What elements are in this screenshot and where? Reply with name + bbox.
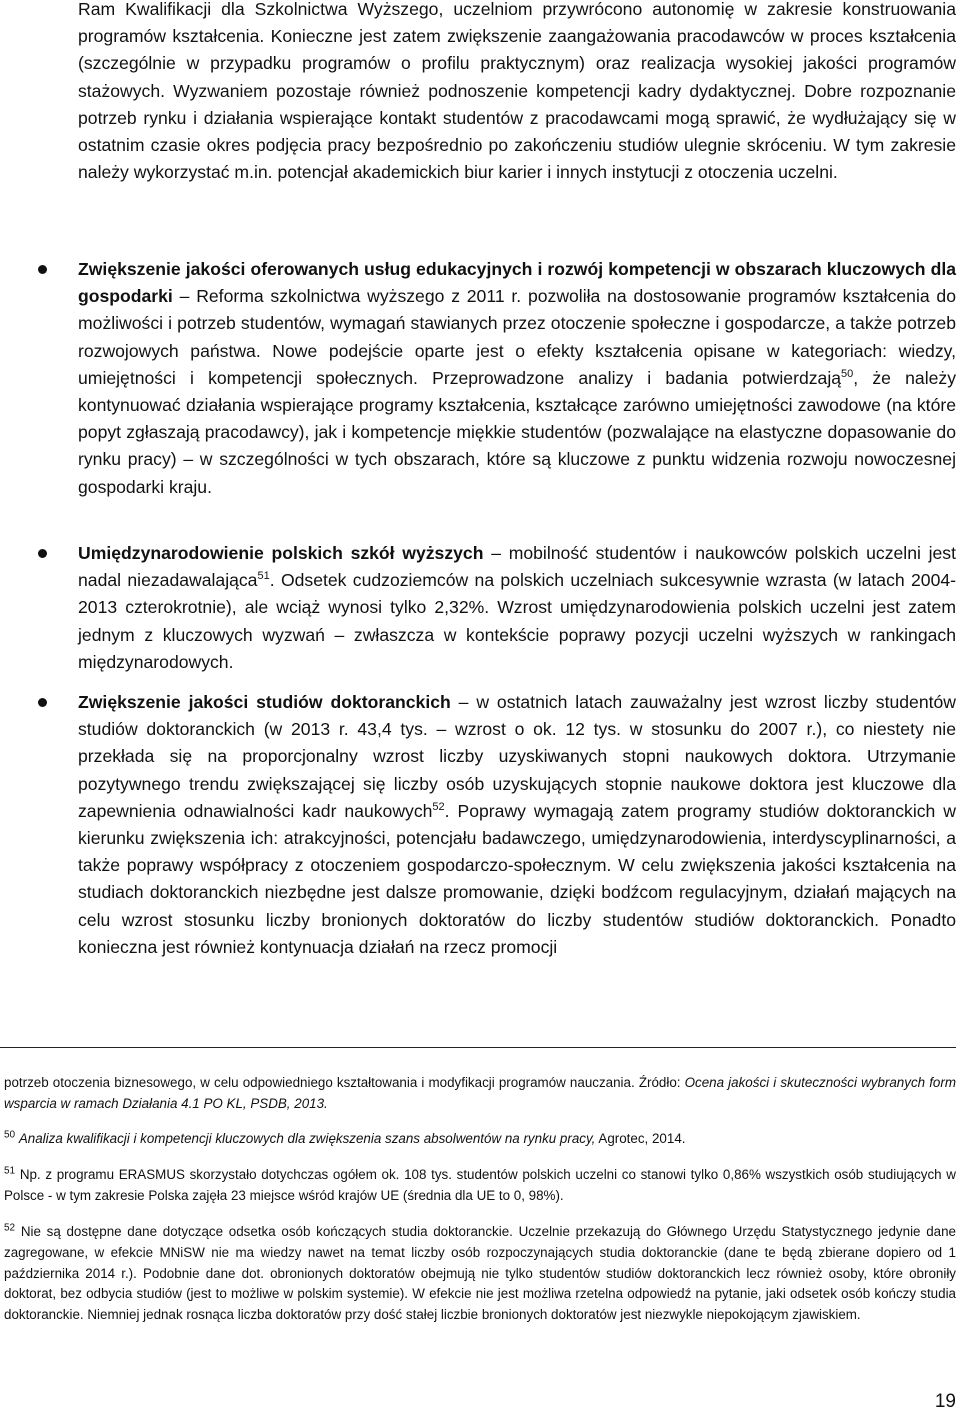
bullet-text [78,540,956,676]
footnote-ref-50[interactable]: 50 [841,367,854,380]
page-number: 19 [934,1391,956,1412]
bullet-heading: Umiędzynarodowienie polskich szkół wyższych [78,543,484,563]
footnote-text: Np. z programu ERASMUS skorzystało dotychczas ogółem ok. 108 tys. studentów polskich uczelni co stanowi tylko 0,86% wszystkich osób studiujących w Polsce - w tym zakresie Polska zajęła 23 miejsce wśród krajów UE (średnia dla UE to 0, 98%). [4,1167,956,1203]
bullet-dot-icon [38,265,47,274]
footnote-52 [4,1222,956,1326]
footnote-50 [4,1129,956,1150]
footnote-text: potrzeb otoczenia biznesowego, w celu odpowiedniego kształtowania i modyfikacji programów nauczania. Źródło: [4,1075,685,1090]
footnote-separator [0,1047,956,1048]
bullet-text [78,689,956,961]
bullet-heading: Zwiększenie jakości oferowanych usług edukacyjnych i rozwój kompetencji w obszarach kluczowych dla gospodarki [78,259,956,307]
footnote-ref-52[interactable]: 52 [432,800,445,813]
intro-paragraph-text: Ram Kwalifikacji dla Szkolnictwa Wyższego, uczelniom przywrócono autonomię w zakresie konstruowania programów kształcenia. Konieczne jest zatem zwiększenie zaangażowania pracodawców w proces kształcenia (szczególnie w przypadku programów o profilu praktycznym) oraz realizacja wysokiej jakości programów stażowych. Wyzwaniem pozostaje również podnoszenie kompetencji kadry dydaktycznej. Dobre rozpoznanie potrzeb rynku i działania wspierające kontakt studentów z pracodawcami mogą sprawić, że wydłużający się w ostatnim czasie okres podjęcia pracy bezpośrednio po zakończeniu studiów ulegnie skróceniu. W tym zakresie należy wykorzystać m.in. potencjał akademickich biur karier i innych instytucji z otoczenia uczelni. [78,0,956,183]
bullet-heading: Zwiększenie jakości studiów doktoranckich [78,692,451,712]
footnote-number: 50 [4,1129,16,1141]
footnote-number: 51 [4,1165,16,1177]
footnote-source-title: Analiza kwalifikacji i kompetencji kluczowych dla zwiększenia szans absolwentów na rynku pracy, [18,1131,596,1146]
bullet-dash: – [483,543,509,563]
bullet-dot-icon [38,698,47,707]
bullet-dash: – [172,286,197,307]
bullet-text [78,256,956,501]
footnote-continued [4,1073,956,1115]
bullet-body: Reforma szkolnictwa wyższego z 2011 r. pozwoliła na dostosowanie programów kształcenia do możliwości i potrzeb studentów, wymagań stawianych przez otoczenie społeczne i gospodarcze, a także potrzeb rozwojowych państwa. Nowe podejście oparte jest o efekty kształcenia opisane w kategoriach: wiedzy, umiejętności i kompetencji społecznych. Przeprowadzone analizy i badania potwierdzają [78,286,956,388]
footnote-number: 52 [4,1222,16,1234]
bullet-body: mobilność studentów i naukowców polskich uczelni jest nadal niezadawalająca [78,543,956,591]
footnote-text: Agrotec, 2014. [595,1131,686,1146]
bullet-body-cont: . Odsetek cudzoziemców na polskich uczelniach sukcesywnie wzrasta (w latach 2004-2013 czterokrotnie), ale wciąż wynosi tylko 2,32%. Wzrost umiędzynarodowienia polskich uczelni jest zatem jednym z kluczowych wyzwań – zwłaszcza w kontekście poprawy pozycji uczelni wyższych w rankingach międzynarodowych. [78,570,956,672]
bullet-body-cont: . Poprawy wymagają zatem programy studiów doktoranckich w kierunku zwiększenia ich: atrakcyjności, potencjału badawczego, umiędzynarodowienia, interdyscyplinarności, a także poprawy współpracy z otoczeniem gospodarczo-społecznym. W celu zwiększenia jakości kształcenia na studiach doktoranckich niezbędne jest dalsze promowanie, dzięki bodźcom regulacyjnym, działań mających na celu wzrost stosunku liczby bronionych doktoratów do liczby studentów studiów doktoranckich. Ponadto konieczna jest również kontynuacja działań na rzecz promocji [78,800,956,957]
bullet-dot-icon [38,549,47,558]
footnote-source-title: Ocena jakości i skuteczności wybranych form wsparcia w ramach Działania 4.1 PO KL, PSDB, 2013. [4,1075,956,1111]
bullet-body-cont: , że należy kontynuować działania wspierające programy kształcenia, kształcące zarówno umiejętności zawodowe (na które popyt zgłaszają pracodawcy), jak i kompetencje miękkie studentów (pozwalające na elastyczne dopasowanie do rynku pracy) – w szczególności w tych obszarach, które są kluczowe z punktu widzenia rozwoju nowoczesnej gospodarki kraju. [78,367,956,497]
footnote-ref-51[interactable]: 51 [257,570,270,583]
footnote-51 [4,1165,956,1207]
intro-paragraph [78,0,956,186]
footnote-text: Nie są dostępne dane dotyczące odsetka osób kończących studia doktoranckie. Uczelnie przekazują do Głównego Urzędu Statystycznego jedynie dane zagregowane, w efekcie MNiSW nie ma wiedzy nawet na temat liczby osób rozpoczynających studia doktoranckie (dane te będą zbierane dopiero od 1 października 2014 r.). Podobnie dane dot. obronionych doktoratów obejmują nie tylko studentów studiów doktoranckich lecz również osoby, które obroniły doktorat, bez odbycia studiów (jest to możliwe w polskim systemie). W efekcie nie jest możliwa rzetelna odpowiedź na pytanie, jaki odsetek osób kończy studia doktoranckie. Niemniej jednak rosnąca liczba doktoratów przy dość stałej liczbie bronionych doktoratów jest niezwykle niepokojącym zjawiskiem. [4,1224,956,1323]
bullet-dash: – [450,692,477,712]
bullet-body: w ostatnich latach zauważalny jest wzrost liczby studentów studiów doktoranckich (w 2013 r. 43,4 tys. – wzrost o ok. 12 tys. w stosunku do 2007 r.), co niestety nie przekłada się na proporcjonalny wzrost liczby uzyskiwanych stopni naukowych doktora. Utrzymanie pozytywnego trendu zwiększającej się liczby osób uzyskujących stopnie naukowe doktora jest kluczowe dla zapewnienia odnawialności kadr naukowych [78,692,957,821]
